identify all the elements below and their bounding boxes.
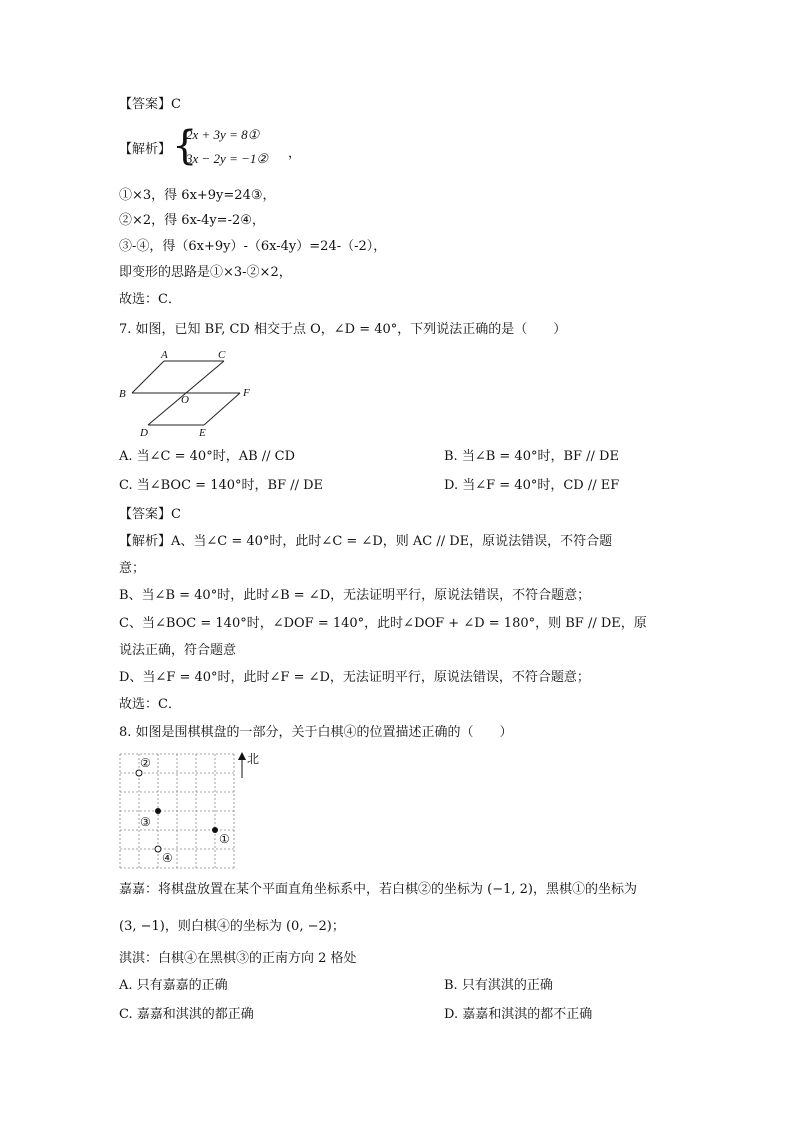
stone-label-2: ② xyxy=(140,756,151,770)
q7-analysis-a-line2: 意； xyxy=(119,561,146,576)
q7-option-b: B. 当∠B = 40°时，BF // DE xyxy=(444,449,619,464)
q6-conclusion: 故选：C． xyxy=(119,292,181,307)
north-label: 北 xyxy=(247,752,260,766)
q7-analysis-c-line1: C、当∠BOC = 140°时，∠DOF = 140°，此时∠DOF + ∠D = 180°，则 BF // DE，原 xyxy=(119,616,647,631)
q8-qiqi: 淇淇：白棋④在黑棋③的正南方向 2 格处 xyxy=(119,951,357,966)
q8-jiajia-line1: 嘉嘉：将棋盘放置在某个平面直角坐标系中，若白棋②的坐标为 (−1, 2)，黑棋①的坐标为 xyxy=(119,882,637,897)
system-brace: { xyxy=(172,123,198,169)
label-O: O xyxy=(181,394,189,406)
q6-analysis-label: 【解析】 xyxy=(119,142,172,157)
q7-analysis-d: D、当∠F = 40°时，此时∠F = ∠D，无法证明平行，原说法错误，不符合题意； xyxy=(119,670,590,685)
q8-stem: 8. 如图是围棋棋盘的一部分，关于白棋④的位置描述正确的（ ） xyxy=(119,725,513,740)
segment-EF xyxy=(204,393,240,425)
label-B: B xyxy=(119,388,126,400)
stone-label-3: ③ xyxy=(140,815,151,829)
q7-option-a: A. 当∠C = 40°时，AB // CD xyxy=(119,449,296,464)
segment-AB xyxy=(132,361,164,393)
q8-jiajia-line2: (3, −1)，则白棋④的坐标为 (0, −2)； xyxy=(119,919,345,934)
black-stone-1 xyxy=(212,827,218,833)
black-stone-3 xyxy=(155,808,161,814)
q6-step-2: ②×2，得 6x-4y=-2④， xyxy=(119,213,265,228)
stone-label-4: ④ xyxy=(162,851,173,865)
q8-option-a: A. 只有嘉嘉的正确 xyxy=(119,978,228,993)
north-arrow xyxy=(238,752,246,778)
equation-comma: ， xyxy=(288,146,302,161)
label-A: A xyxy=(161,349,168,361)
q7-analysis-a-line1: 【解析】A、当∠C = 40°时，此时∠C = ∠D，则 AC // DE，原说法错误，不符合题 xyxy=(119,534,613,549)
q7-option-d: D. 当∠F = 40°时，CD // EF xyxy=(444,478,620,493)
equation-1: 2x + 3y = 8① xyxy=(186,127,260,142)
q7-conclusion: 故选：C． xyxy=(119,697,181,712)
q7-analysis-c-line2: 说法正确，符合题意 xyxy=(119,643,237,658)
q7-stem: 7. 如图，已知 BF, CD 相交于点 O，∠D = 40°，下列说法正确的是（ ） xyxy=(119,322,567,337)
q7-analysis-b: B、当∠B = 40°时，此时∠B = ∠D，无法证明平行，原说法错误，不符合题意； xyxy=(119,588,591,603)
equation-2: 3x − 2y = −1② xyxy=(186,151,269,166)
q8-option-b: B. 只有淇淇的正确 xyxy=(444,978,553,993)
q7-geometry-figure xyxy=(112,345,262,440)
q8-option-c: C. 嘉嘉和淇淇的都正确 xyxy=(119,1007,254,1022)
q7-option-c: C. 当∠BOC = 140°时，BF // DE xyxy=(119,478,324,493)
label-F: F xyxy=(243,387,250,399)
label-C: C xyxy=(218,349,226,361)
label-E: E xyxy=(199,427,206,439)
white-stone-4 xyxy=(155,846,161,852)
q6-step-3: ③-④，得（6x+9y）-（6x-4y）=24-（-2）， xyxy=(119,239,387,254)
q6-step-4: 即变形的思路是①×3-②×2， xyxy=(119,265,292,280)
white-stone-2 xyxy=(136,770,142,776)
q6-answer: 【答案】C xyxy=(119,97,181,112)
q8-go-board-figure xyxy=(116,750,276,870)
q7-answer: 【答案】C xyxy=(119,507,181,522)
label-D: D xyxy=(140,427,148,439)
q6-step-1: ①×3，得 6x+9y=24③， xyxy=(119,188,276,203)
stone-label-1: ① xyxy=(219,832,230,846)
q8-option-d: D. 嘉嘉和淇淇的都不正确 xyxy=(444,1007,593,1022)
